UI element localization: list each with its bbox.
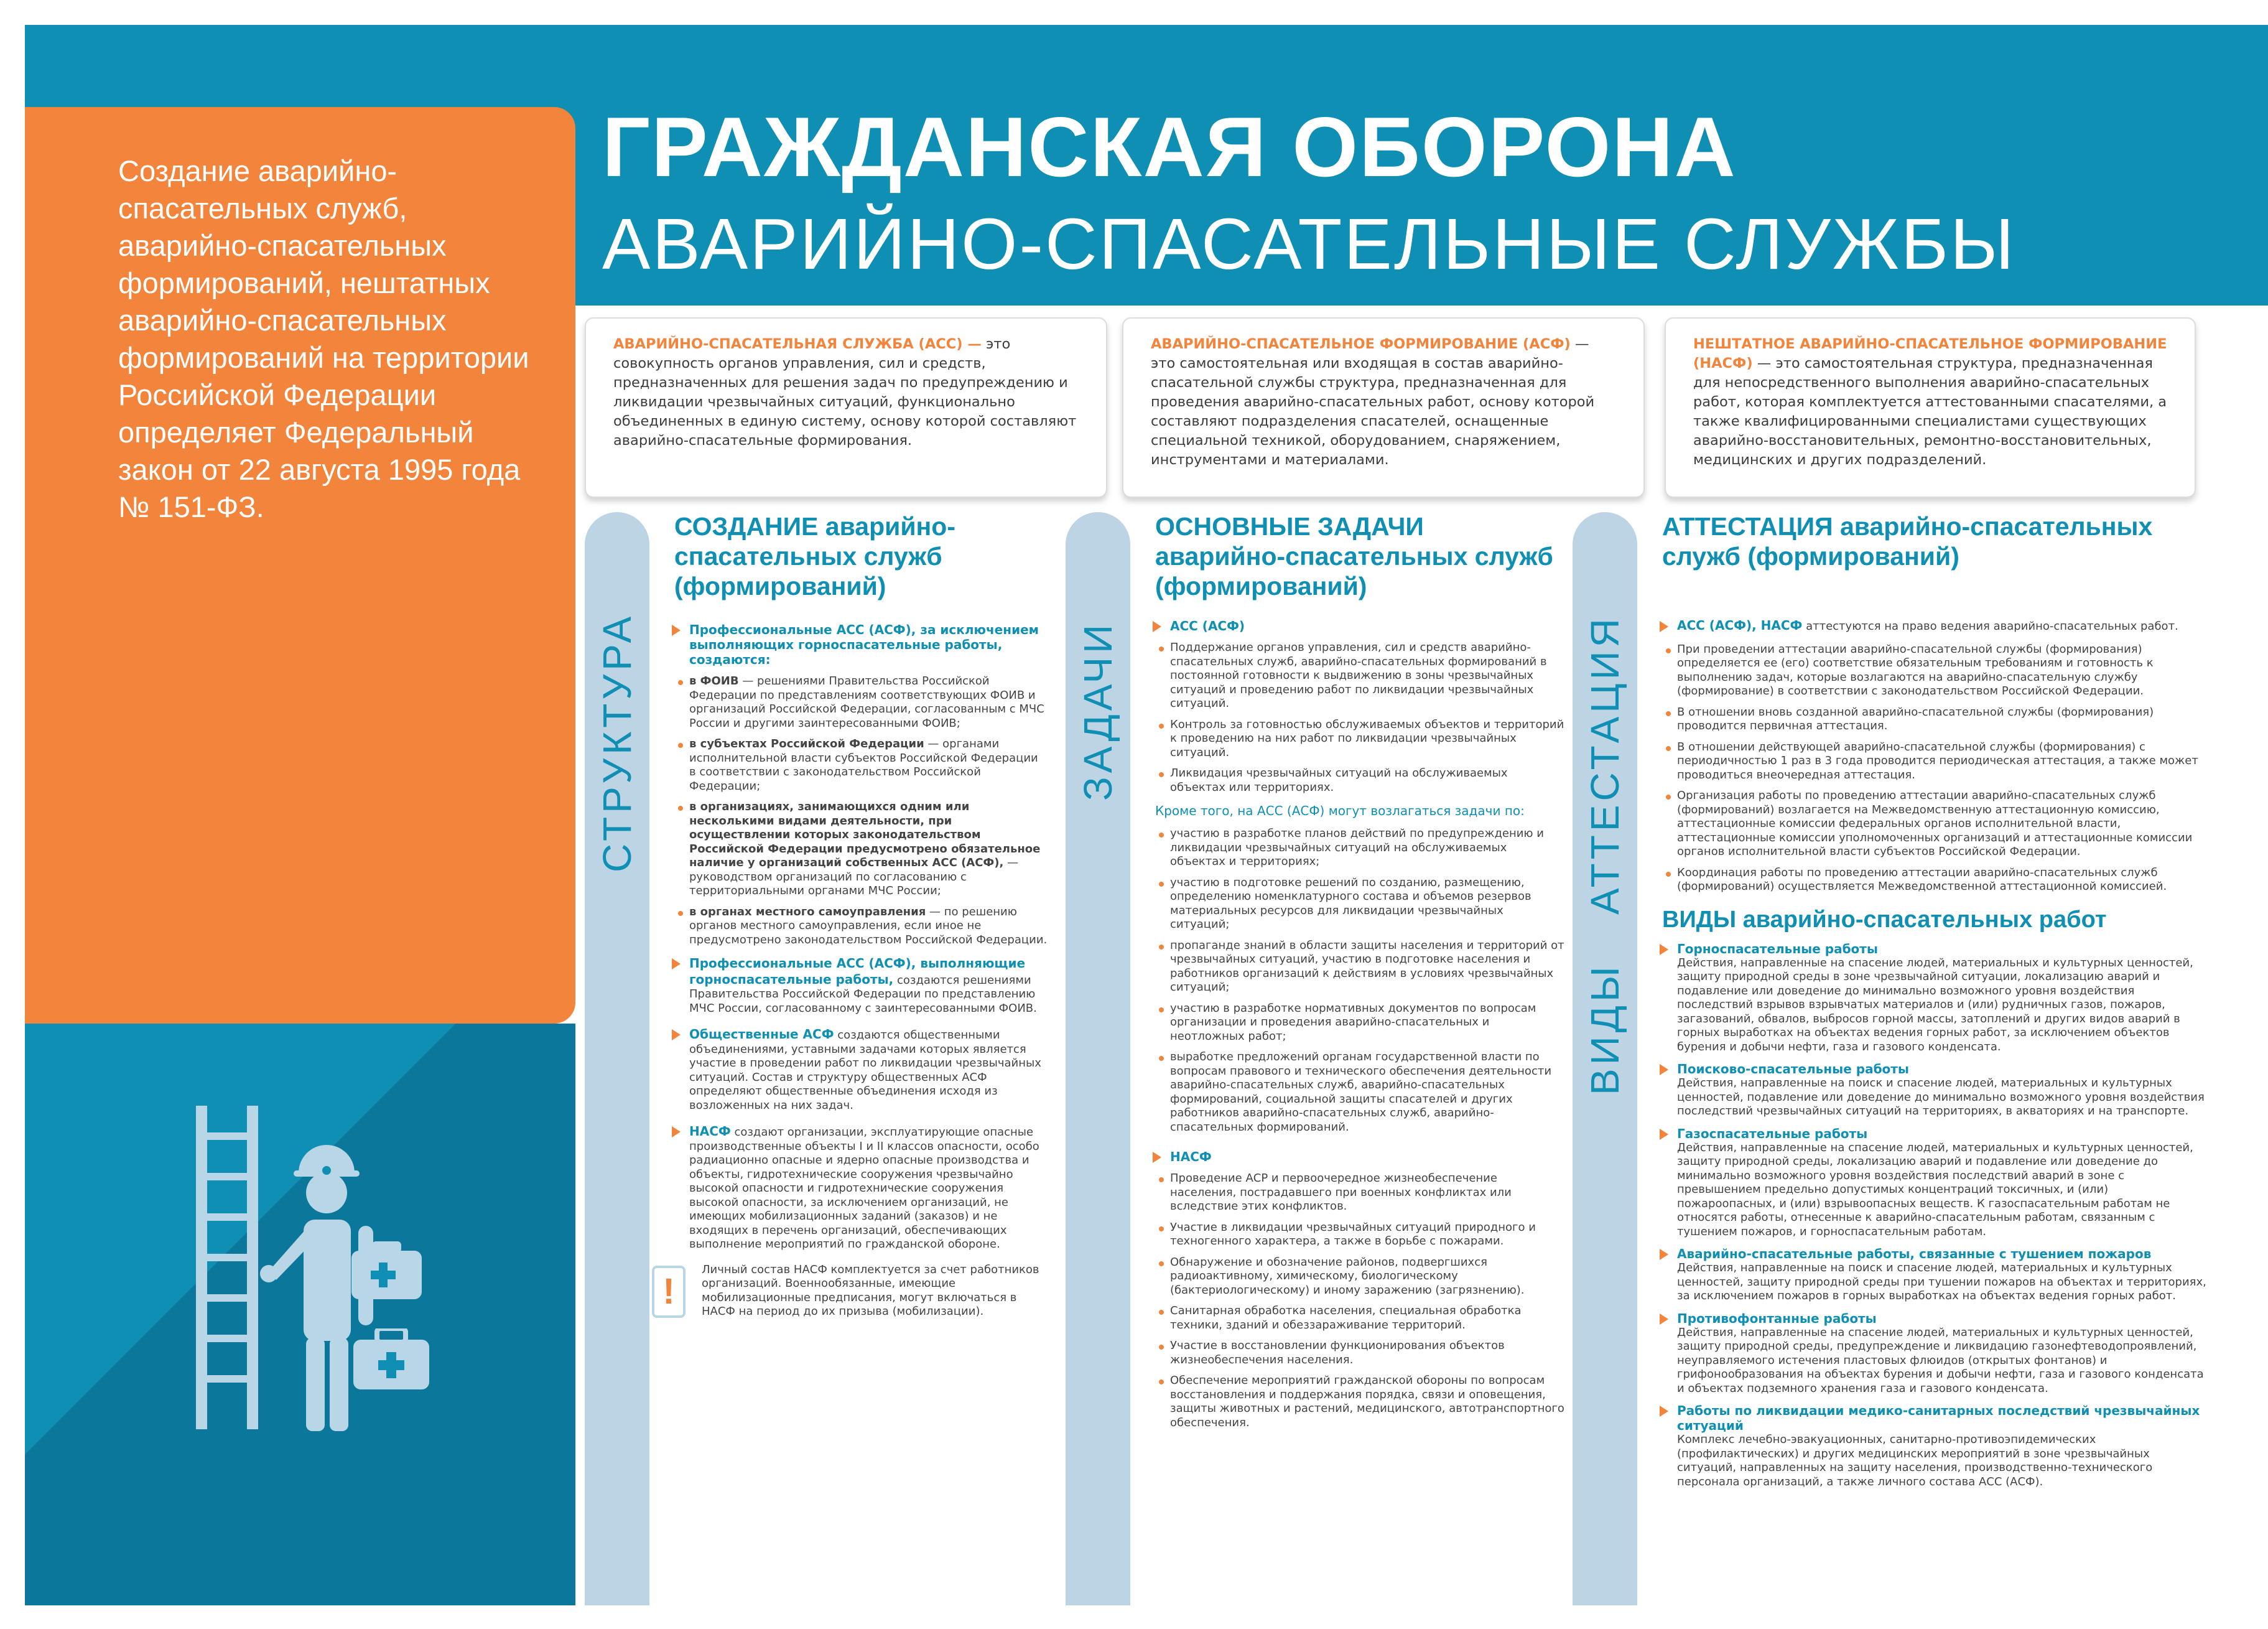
page-subtitle: АВАРИЙНО-СПАСАТЕЛЬНЫЕ СЛУЖБЫ	[602, 203, 2016, 284]
creation-column	[662, 511, 1048, 1319]
tasks-nasf-label: НАСФ	[1155, 1149, 1566, 1164]
list-item: Участие в ликвидации чрезвычайных ситуаций природного и техногенного характера, а также в борьбе с пожарами.	[1155, 1221, 1566, 1249]
list-item: участию в подготовке решений по созданию, размещению, определению номенклатурного состава и объемов резервов материальных ресурсов для ликвидации чрезвычайных ситуаций;	[1155, 876, 1566, 932]
creation-prof-title: Профессиональные АСС (АСФ), за исключением выполняющих горноспасательные работы, создаются:	[674, 622, 1048, 667]
list-item: Организация работы по проведению аттестации аварийно-спасательных служб (формирований) возлагается на Межведомственную аттестационную комиссию, аттестационные комиссии федеральных органов исполнительной власти, аттестационные комиссии уполномоченных организаций и аттестационные комиссии органов исполнительной власти субъектов Российской Федерации.	[1662, 789, 2210, 859]
warning-icon: !	[652, 1266, 686, 1318]
list-item: Координация работы по проведению аттестации аварийно-спасательных служб (формирований) осуществляется Межведомственной аттестационной комиссией.	[1662, 866, 2210, 894]
list-item: в субъектах Российской Федерации — органами исполнительной власти субъектов Российской Федерации в соответствии с законодательством Российской Федерации;	[674, 737, 1048, 793]
list-item: участию в разработке планов действий по предупреждению и ликвидации чрезвычайных ситуаций на обслуживаемых объектах и территориях;	[1155, 827, 1566, 869]
list-item: Обнаружение и обозначение районов, подвергшихся радиоактивному, химическому, биологическому (бактериологическому) и иному заражению (загрязнению).	[1155, 1256, 1566, 1298]
list-item: пропаганде знаний в области защиты населения и территорий от чрезвычайных ситуаций, участию в подготовке населения и работников организаций к действиям в условиях чрезвычайных ситуаций;	[1155, 939, 1566, 995]
kinds-label: ВИДЫ	[1582, 963, 1627, 1095]
tasks-acc-label: АСС (АСФ)	[1155, 618, 1566, 633]
definition-term: АВАРИЙНО-СПАСАТЕЛЬНОЕ ФОРМИРОВАНИЕ (АСФ)	[1151, 336, 1571, 352]
attestation-column	[1662, 511, 2210, 1496]
note-text: Личный состав НАСФ комплектуется за счет работников организаций. Военнообязанные, имеющие мобилизационные предписания, могут включаться в НАСФ на период до их призыва (мобилизации).	[702, 1263, 1039, 1318]
list-item: В отношении вновь созданной аварийно-спасательной службы (формирования) проводится первичная аттестация.	[1662, 706, 2210, 734]
rescuer-icon	[25, 1024, 575, 1605]
list-item: Контроль за готовностью обслуживаемых объектов и территорий к проведению на них работ по ликвидации чрезвычайных ситуаций.	[1155, 718, 1566, 760]
kind-item: Противофонтанные работы Действия, направленные на спасение людей, материальных и культурных ценностей, защиту природной среды, предупреждение и ликвидацию газонефтеводопроявлений, неуправляемого истечения пластовых флюидов (открытых фонтанов) и грифонообразования на объектах бурения и добычи нефти, газа и газового конденсата и объектах подземного хранения газа и газового конденсата.	[1662, 1311, 2210, 1396]
list-item: Поддержание органов управления, сил и средств аварийно-спасательных служб, аварийно-спасательных формирований в постоянной готовности к выдвижению в зоны чрезвычайных ситуаций и проведению работ по ликвидации чрезвычайных ситуаций.	[1155, 641, 1566, 711]
tasks-label: ЗАДАЧИ	[1076, 620, 1120, 801]
kind-item: Аварийно-спасательные работы, связанные с тушением пожаров Действия, направленные на поиск и спасение людей, материальных и культурных ценностей, защиту природной среды при тушении пожаров на объектах и территориях, за исключением пожаров в горных выработках на объектах ведения горных работ.	[1662, 1246, 2210, 1304]
definition-term: АВАРИЙНО-СПАСАТЕЛЬНАЯ СЛУЖБА (АСС) —	[613, 336, 982, 352]
first-aid-kit-icon	[351, 1328, 432, 1391]
list-item: в ФОИВ — решениями Правительства Российской Федерации по представлениям соответствующих ФОИВ и организаций Российской Федерации, согласованным с МЧС России и другими заинтересованными ФОИВ;	[674, 674, 1048, 730]
attestation-label: АТТЕСТАЦИЯ	[1582, 615, 1627, 915]
tasks-column	[1155, 511, 1566, 1437]
tasks-nasf-list	[1155, 1172, 1566, 1430]
creation-nasf: НАСФ создают организации, эксплуатирующие опасные производственные объекты I и II классов опасности, особо радиационно опасные и ядерно опасные производства и объекты, гидротехнические сооружения чрезвычайно высокой опасности и гидротехнические сооружения высокой опасности, за исключением организаций, не имеющих мобилизационных заданий (заказов) и не входящих в перечень организаций, обеспечивающих выполнение мероприятий по гражданской обороне.	[674, 1124, 1048, 1252]
page-title: ГРАЖДАНСКАЯ ОБОРОНА	[602, 100, 1737, 194]
intro-text: Создание аварийно-спасательных служб, аварийно-спасательных формирований, нештатных аварийно-спасательных формирований на территории Российской Федерации определяет Федеральный закон от 22 августа 1995 года № 151-ФЗ.	[118, 154, 529, 523]
definition-text: это совокупность органов управления, сил и средств, предназначенных для решения задач по предупреждению и ликвидации чрезвычайных ситуаций, функционально объединенных в единую систему, основу которой составляют аварийно-спасательные формирования.	[613, 336, 1077, 449]
list-item: Обеспечение мероприятий гражданской обороны по вопросам восстановления и поддержания порядка, связи и оповещения, защиты животных и растений, медицинского, автотранспортного обеспечения.	[1155, 1374, 1566, 1430]
list-item: Санитарная обработка населения, специальная обработка техники, зданий и обеззараживание территорий.	[1155, 1304, 1566, 1332]
kind-item: Работы по ликвидации медико-санитарных последствий чрезвычайных ситуаций Комплекс лечебно-эвакуационных, санитарно-противоэпидемических (профилактических) и других медицинских мероприятий в зоне чрезвычайных ситуаций, направленных на защиту населения, производственно-технического персонала организаций, а также личного состава АСС (АСФ).	[1662, 1403, 2210, 1489]
creation-title: СОЗДАНИЕ аварийно-спасательных служб (формирований)	[674, 512, 955, 600]
kinds-title: ВИДЫ аварийно-спасательных работ	[1662, 906, 2107, 933]
attestation-title: АТТЕСТАЦИЯ аварийно-спасательных служб (формирований)	[1662, 512, 2153, 571]
tasks-title: ОСНОВНЫЕ ЗАДАЧИ аварийно-спасательных служб (формирований)	[1155, 512, 1553, 600]
illustration-panel	[25, 1024, 575, 1605]
attestation-list	[1662, 643, 2210, 894]
definition-card-acc	[585, 317, 1107, 498]
tasks-acc-list	[1155, 641, 1566, 795]
creation-list	[674, 674, 1048, 947]
list-item: При проведении аттестации аварийно-спасательной службы (формирования) определяется ее (его) соответствие обязательным требованиям и готовность к выполнению задач, которые возлагаются на аварийно-спасательную службу (формирование) в соответствии с законодательством Российской Федерации.	[1662, 643, 2210, 699]
creation-public: Общественные АСФ создаются общественными объединениями, уставными задачами которых является участие в проведении работ по ликвидации чрезвычайных ситуаций. Состав и структуру общественных АСФ определяют общественные объединения исходя из возложенных на них задач.	[674, 1027, 1048, 1113]
list-item: Проведение АСР и первоочередное жизнеобеспечение населения, пострадавшего при военных конфликтах или вследствие этих конфликтов.	[1155, 1172, 1566, 1214]
kind-item: Газоспасательные работы Действия, направленные на спасение людей, материальных и культурных ценностей, защиту природной среды, локализацию аварий и подавление или доведение до минимально возможного уровня воздействия последствий аварий в зоне с превышением предельно допустимых концентраций токсичных, и (или) пожароопасных, и (или) взрывоопасных веществ. К газоспасательным работам не относятся работы, отнесенные к аварийно-спасательным работам, связанным с тушением пожаров, и горноспасательным работам.	[1662, 1126, 2210, 1239]
tasks-also-list	[1155, 827, 1566, 1134]
attestation-lead: АСС (АСФ), НАСФ аттестуются на право ведения аварийно-спасательных работ.	[1662, 618, 2210, 634]
definition-card-nasf	[1665, 317, 2196, 498]
list-item: в организациях, занимающихся одним или несколькими видами деятельности, при осуществлении которых законодательством Российской Федерации предусмотрено обязательное наличие у организаций собственных АСС (АСФ), — руководством организаций по согласованию с территориальными органами МЧС России;	[674, 800, 1048, 899]
note	[662, 1263, 1048, 1319]
list-item: участию в разработке нормативных документов по вопросам организации и проведения аварийно-спасательных и неотложных работ;	[1155, 1002, 1566, 1044]
kind-item: Горноспасательные работы Действия, направленные на спасение людей, материальных и культурных ценностей, защиту природной среды в зоне чрезвычайной ситуации, локализацию аварий и подавление или доведение до минимально возможного уровня воздействия последствий взрывов взрывчатых материалов и (или) рудничных газов, пожаров, загазований, обвалов, выбросов горной массы, затоплений и других видов аварий в горных выработках на объектах ведения горных работ, за исключением объектов бурения и добычи нефти, газа и газового конденсата.	[1662, 941, 2210, 1055]
creation-mining: Профессиональные АСС (АСФ), выполняющие горноспасательные работы, создаются решениями Правительства Российской Федерации по представлению МЧС России, согласованному с заинтересованными ФОИВ.	[674, 956, 1048, 1015]
definition-text: — это самостоятельная структура, предназначенная для непосредственного выполнения аварийно-спасательных работ, которая комплектуется аттестованными спасателями, а также квалифицированными специалистами существующих аварийно-восстановительных, ремонтно-восстановительных, медицинских и других подразделений.	[1693, 355, 2167, 468]
structure-label: СТРУКТУРА	[595, 612, 639, 872]
list-item: выработке предложений органам государственной власти по вопросам правового и технического обеспечения деятельности аварийно-спасательных служб, аварийно-спасательных формирований, социальной защиты спасателей и других работников аварийно-спасательных служб, аварийно-спасательных формирований.	[1155, 1050, 1566, 1134]
list-item: В отношении действующей аварийно-спасательной службы (формирования) с периодичностью 1 раз в 3 года проводится периодическая аттестация, а также может проводиться внеочередная аттестация.	[1662, 740, 2210, 783]
list-item: в органах местного самоуправления — по решению органов местного самоуправления, если иное не предусмотрено законодательством Российской Федерации.	[674, 905, 1048, 948]
definition-text: — это самостоятельная или входящая в состав аварийно-спасательной службы структура, предназначенная для проведения аварийно-спасательных работ, основу которой составляют подразделения спасателей, оснащенные специальной техникой, оборудованием, снаряжением, инструментами и материалами.	[1151, 336, 1595, 468]
definition-card-asf	[1122, 317, 1645, 498]
kind-item: Поисково-спасательные работы Действия, направленные на поиск и спасение людей, материальных и культурных ценностей, подавление или доведение до минимально возможного уровня воздействия последствий чрезвычайных ситуаций на территориях, в акваториях и на транспорте.	[1662, 1062, 2210, 1119]
list-item: Участие в восстановлении функционирования объектов жизнеобеспечения населения.	[1155, 1339, 1566, 1367]
tasks-also: Кроме того, на АСС (АСФ) могут возлагаться задачи по:	[1155, 803, 1525, 818]
list-item: Ликвидация чрезвычайных ситуаций на обслуживаемых объектах или территориях.	[1155, 767, 1566, 795]
definition-term: НЕШТАТНОЕ АВАРИЙНО-СПАСАТЕЛЬНОЕ ФОРМИРОВАНИЕ (НАСФ)	[1693, 336, 2167, 371]
kinds-list	[1662, 941, 2210, 1490]
